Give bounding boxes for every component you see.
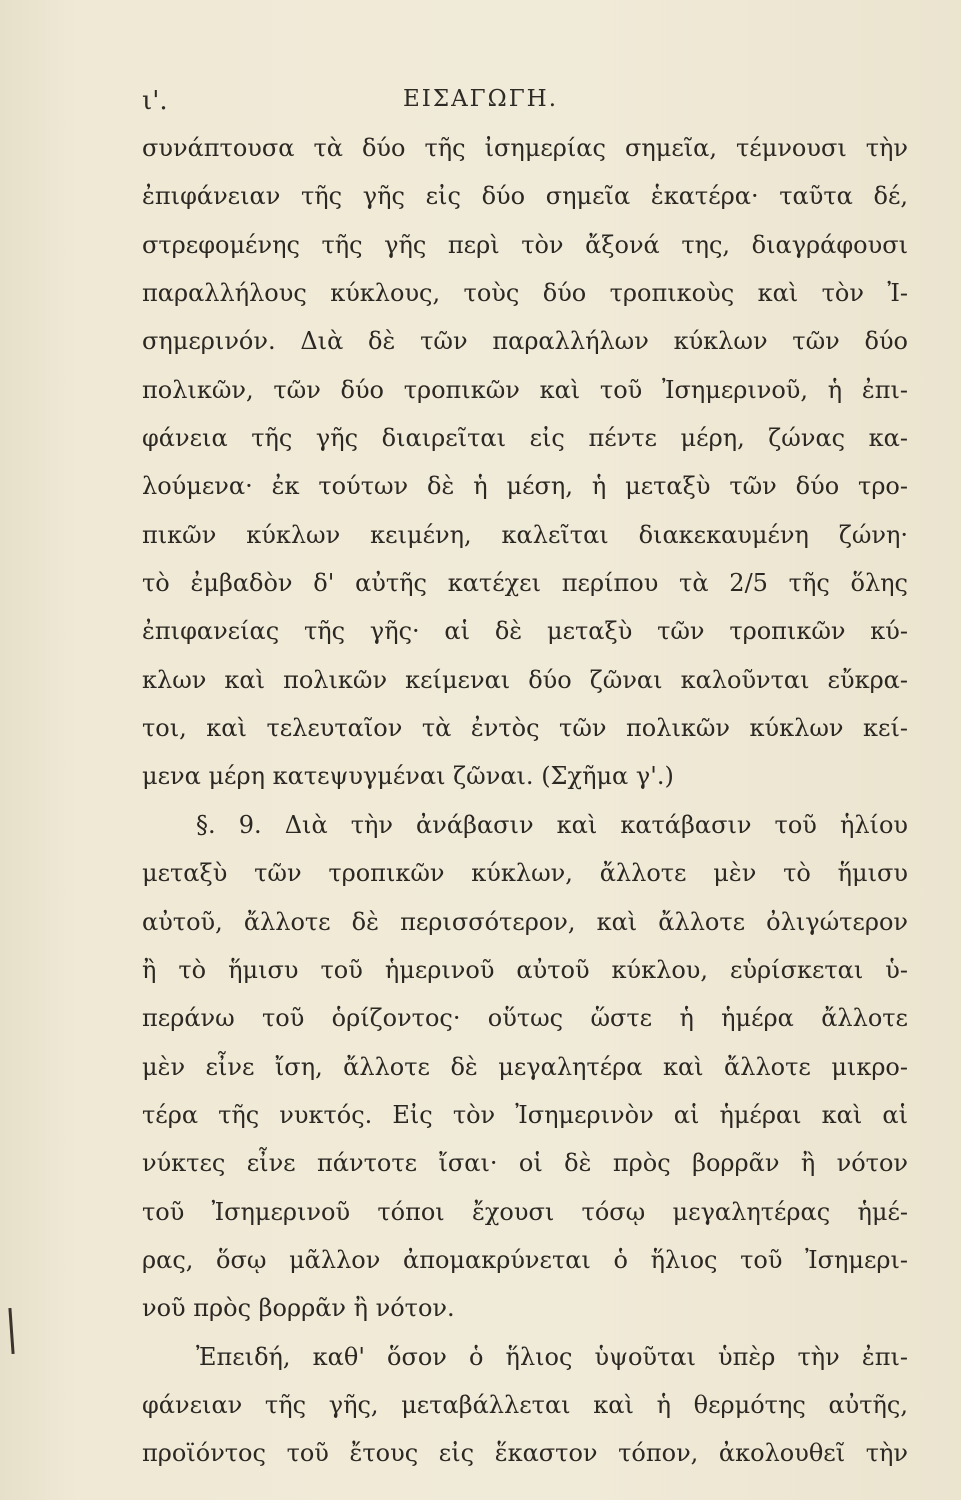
text-line: κλων καὶ πολικῶν κείμεναι δύο ζῶναι καλοῦνται εὔκρα- — [142, 665, 908, 694]
text-line: τοι, καὶ τελευταῖον τὰ ἐντὸς τῶν πολικῶν κύκλων κεί- — [142, 714, 908, 743]
text-line: σημερινόν. Διὰ δὲ τῶν παραλλήλων κύκλων τῶν δύο — [142, 327, 908, 356]
text-line: ἐπιφανείας τῆς γῆς· αἱ δὲ μεταξὺ τῶν τροπικῶν κύ- — [142, 617, 908, 646]
chapter-title: ΕΙΣΑΓΩΓΗ. — [402, 86, 559, 112]
text-line: τέρα τῆς νυκτός. Εἰς τὸν Ἰσημερινὸν αἱ ἡμέραι καὶ αἱ — [142, 1100, 908, 1129]
text-line: συνάπτουσα τὰ δύο τῆς ἰσημερίας σημεῖα, τέμνουσι τὴν — [142, 134, 908, 162]
section-start-line: §. 9. Διὰ τὴν ἀνάβασιν καὶ κατάβασιν τοῦ ἡλίου — [196, 810, 908, 839]
running-head — [0, 86, 961, 126]
page-number: ι'. — [142, 86, 168, 116]
text-line: ρας, ὅσῳ μᾶλλον ἀπομακρύνεται ὁ ἥλιος τοῦ Ἰσημερι- — [142, 1245, 908, 1274]
text-line: στρεφομένης τῆς γῆς περὶ τὸν ἄξονά της, διαγράφουσι — [142, 230, 908, 259]
text-line: τοῦ Ἰσημερινοῦ τόποι ἔχουσι τόσῳ μεγαλητέρας ἡμέ- — [142, 1197, 908, 1226]
text-line: προϊόντος τοῦ ἔτους εἰς ἕκαστον τόπον, ἀκολουθεῖ τὴν — [142, 1439, 908, 1468]
margin-pencil-mark — [8, 1308, 14, 1354]
text-line: νοῦ πρὸς βορρᾶν ἢ νότον. — [142, 1294, 455, 1323]
body-text — [142, 124, 908, 1478]
text-line: φάνεια τῆς γῆς διαιρεῖται εἰς πέντε μέρη, ζώνας κα- — [142, 424, 908, 453]
text-line: μὲν εἶνε ἴση, ἄλλοτε δὲ μεγαλητέρα καὶ ἄλλοτε μικρο- — [142, 1052, 908, 1081]
text-line: τὸ ἐμβαδὸν δ' αὐτῆς κατέχει περίπου τὰ 2/5 τῆς ὅλης — [142, 569, 908, 598]
text-line: ἐπιφάνειαν τῆς γῆς εἰς δύο σημεῖα ἑκατέρα· ταῦτα δέ, — [142, 182, 908, 211]
text-line: μενα μέρη κατεψυγμέναι ζῶναι. (Σχῆμα γ'.) — [142, 762, 674, 791]
text-line: αὐτοῦ, ἄλλοτε δὲ περισσότερον, καὶ ἄλλοτε ὀλιγώτερον — [142, 907, 908, 936]
text-line: νύκτες εἶνε πάντοτε ἴσαι· οἱ δὲ πρὸς βορρᾶν ἢ νότον — [142, 1149, 908, 1178]
text-line: φάνειαν τῆς γῆς, μεταβάλλεται καὶ ἡ θερμότης αὐτῆς, — [142, 1390, 908, 1419]
text-line: πολικῶν, τῶν δύο τροπικῶν καὶ τοῦ Ἰσημερινοῦ, ἡ ἐπι- — [142, 375, 908, 404]
text-line: περάνω τοῦ ὁρίζοντος· οὕτως ὥστε ἡ ἡμέρα ἄλλοτε — [142, 1004, 908, 1033]
text-line: λούμενα· ἐκ τούτων δὲ ἡ μέση, ἡ μεταξὺ τῶν δύο τρο- — [142, 472, 908, 501]
text-line: πικῶν κύκλων κειμένη, καλεῖται διακεκαυμένη ζώνη· — [142, 520, 908, 549]
text-line: μεταξὺ τῶν τροπικῶν κύκλων, ἄλλοτε μὲν τὸ ἥμισυ — [142, 859, 908, 888]
text-line: ἢ τὸ ἥμισυ τοῦ ἡμερινοῦ αὐτοῦ κύκλου, εὑρίσκεται ὑ- — [142, 955, 908, 984]
paragraph-start-line: Ἐπειδή, καθ' ὅσον ὁ ἥλιος ὑψοῦται ὑπὲρ τὴν ἐπι- — [196, 1342, 908, 1371]
text-line: παραλλήλους κύκλους, τοὺς δύο τροπικοὺς καὶ τὸν Ἰ- — [142, 279, 908, 308]
